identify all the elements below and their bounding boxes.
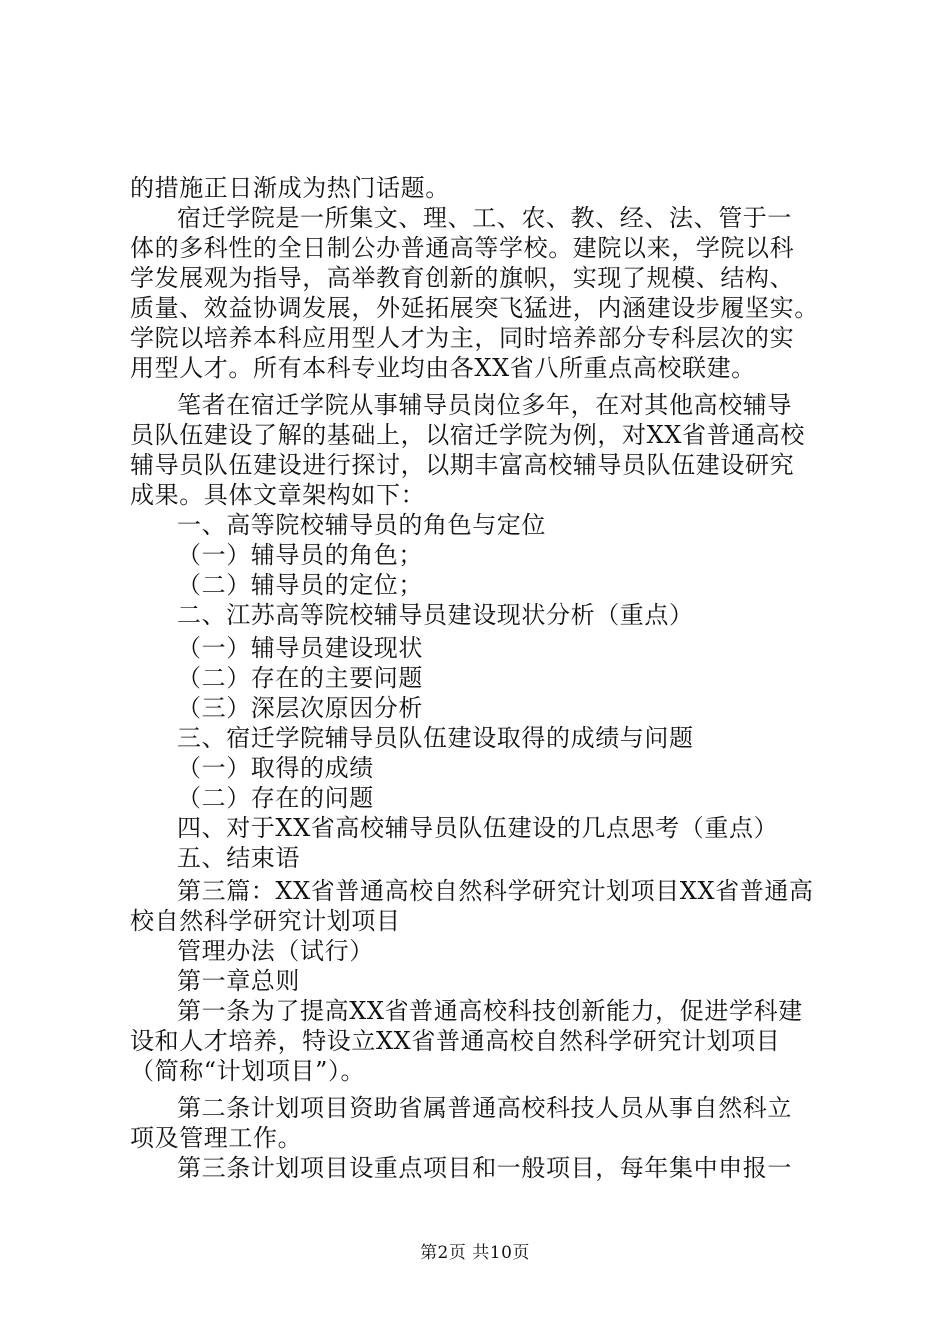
text-line: 校自然科学研究计划项目: [130, 907, 401, 935]
text-line: （一）辅导员建设现状: [177, 634, 423, 662]
text-line: 第三篇：XX省普通高校自然科学研究计划项目XX省普通高: [177, 877, 814, 905]
text-line: 员队伍建设了解的基础上，以宿迁学院为例，对XX省普通高校: [130, 421, 805, 449]
text-line: 的措施正日渐成为热门话题。: [130, 174, 450, 202]
text-line: （二）存在的主要问题: [177, 664, 423, 692]
text-line: 学院以培养本科应用型人才为主，同时培养部分专科层次的实: [130, 324, 795, 352]
text-line: （一）辅导员的角色；: [177, 541, 423, 569]
text-line: 设和人才培养，特设立XX省普通高校自然科学研究计划项目: [130, 1027, 781, 1055]
text-line: 五、结束语: [177, 844, 300, 872]
text-line: 第二条计划项目资助省属普通高校科技人员从事自然科立: [177, 1094, 792, 1122]
text-line: 辅导员队伍建设进行探讨，以期丰富高校辅导员队伍建设研究: [130, 451, 795, 479]
text-line: 一、高等院校辅导员的角色与定位: [177, 511, 546, 539]
text-line: 宿迁学院是一所集文、理、工、农、教、经、法、管于一: [177, 204, 792, 232]
text-line: （三）深层次原因分析: [177, 694, 423, 722]
text-line: 第一章总则: [177, 967, 300, 995]
text-line: 第一条为了提高XX省普通高校科技创新能力，促进学科建: [177, 997, 803, 1025]
text-line: 三、宿迁学院辅导员队伍建设取得的成绩与问题: [177, 724, 694, 752]
text-line: （一）取得的成绩: [177, 754, 374, 782]
text-line: （简称“计划项目”）。: [130, 1057, 366, 1085]
text-line: 成果。具体文章架构如下：: [130, 481, 426, 509]
text-line: 项及管理工作。: [130, 1124, 303, 1152]
text-line: 体的多科性的全日制公办普通高等学校。建院以来，学院以科: [130, 234, 795, 262]
text-line: （二）辅导员的定位；: [177, 571, 423, 599]
text-line: （二）存在的问题: [177, 784, 374, 812]
text-line: 管理办法（试行）: [177, 937, 374, 965]
text-line: 笔者在宿迁学院从事辅导员岗位多年，在对其他高校辅导: [177, 391, 792, 419]
text-line: 学发展观为指导，高举教育创新的旗帜，实现了规模、结构、: [130, 264, 795, 292]
text-line: 四、对于XX省高校辅导员队伍建设的几点思考（重点）: [177, 814, 779, 842]
text-line: 二、江苏高等院校辅导员建设现状分析（重点）: [177, 601, 694, 629]
text-line: 用型人才。所有本科专业均由各XX省八所重点高校联建。: [130, 354, 756, 382]
text-line: 质量、效益协调发展，外延拓展突飞猛进，内涵建设步履坚实。: [130, 294, 819, 322]
text-line: 第三条计划项目设重点项目和一般项目，每年集中申报一: [177, 1154, 792, 1182]
page-number-footer: 第2页 共10页: [420, 1243, 530, 1263]
